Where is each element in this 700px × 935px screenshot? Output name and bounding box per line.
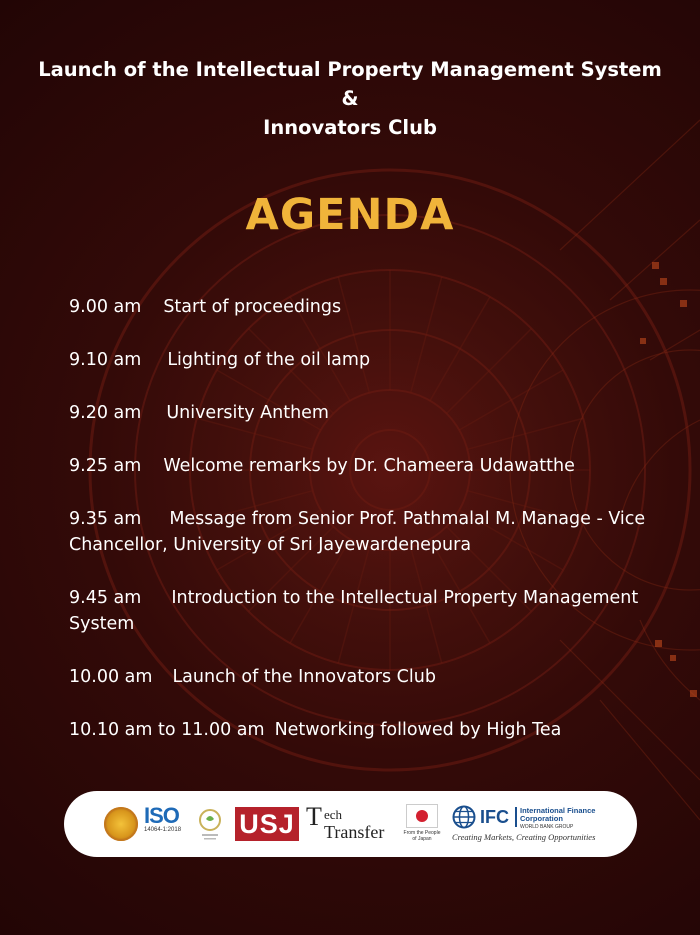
usj-logo: USJ (235, 807, 299, 841)
tech-transfer-ech: ech (324, 807, 343, 822)
agenda-description: Lighting of the oil lamp (167, 350, 371, 370)
agenda-description: Networking followed by High Tea (274, 720, 562, 740)
event-header (0, 55, 700, 142)
agenda-item (69, 347, 669, 373)
agenda-item (69, 717, 669, 743)
ifc-name: IFC (480, 807, 509, 827)
japan-aid-logo (402, 804, 442, 844)
agenda-time: 9.10 am (69, 350, 142, 370)
agenda-time: 9.35 am (69, 509, 142, 529)
agenda-time: 10.00 am (69, 667, 153, 687)
japan-flag-icon (406, 804, 438, 828)
agenda-description: Welcome remarks by Dr. Chameera Udawatthe (163, 456, 575, 476)
agenda-time: 10.10 am to 11.00 am (69, 720, 265, 740)
agenda-list (69, 294, 669, 743)
agenda-time: 9.20 am (69, 403, 142, 423)
iso-code: 14064-1:2018 (144, 827, 182, 833)
tech-transfer-logo (306, 804, 394, 844)
agenda-description: Introduction to the Intellectual Property Management System (69, 588, 639, 634)
sponsor-logo-bar (64, 791, 637, 857)
agenda-description: Message from Senior Prof. Pathmalal M. Manage - Vice Chancellor, University of Sri Jayewardenepura (69, 509, 646, 555)
agenda-item (69, 400, 669, 426)
globe-icon (452, 805, 476, 829)
agenda-time: 9.25 am (69, 456, 142, 476)
agenda-heading: AGENDA (245, 190, 455, 240)
ifc-group: WORLD BANK GROUP (520, 824, 574, 830)
agenda-item (69, 294, 669, 320)
iso-certification-logo (144, 805, 192, 843)
japan-aid-text: From the People of Japan (403, 830, 441, 842)
agenda-description: Start of proceedings (163, 297, 342, 317)
agenda-item (69, 585, 669, 637)
agenda-item (69, 453, 669, 479)
ifc-logo (452, 805, 622, 845)
university-emblem-logo (104, 807, 138, 841)
ifc-tagline: Creating Markets, Creating Opportunities (452, 832, 596, 842)
agenda-description: University Anthem (166, 403, 329, 423)
agenda-item (69, 506, 669, 558)
ifc-divider (515, 807, 517, 827)
agenda-item (69, 664, 669, 690)
agenda-time: 9.45 am (69, 588, 142, 608)
event-title-ampersand: & (341, 87, 359, 110)
agenda-description: Launch of the Innovators Club (172, 667, 436, 687)
carbon-award-logo (196, 807, 224, 841)
event-title-line1: Launch of the Intellectual Property Management System (38, 58, 662, 81)
agenda-time: 9.00 am (69, 297, 142, 317)
event-title-line3: Innovators Club (263, 116, 437, 139)
ifc-full-name: International Finance Corporation (520, 806, 596, 823)
tech-transfer-t: T (306, 802, 322, 831)
tech-transfer-word: Transfer (324, 822, 385, 842)
iso-mark: ISO (144, 803, 179, 828)
